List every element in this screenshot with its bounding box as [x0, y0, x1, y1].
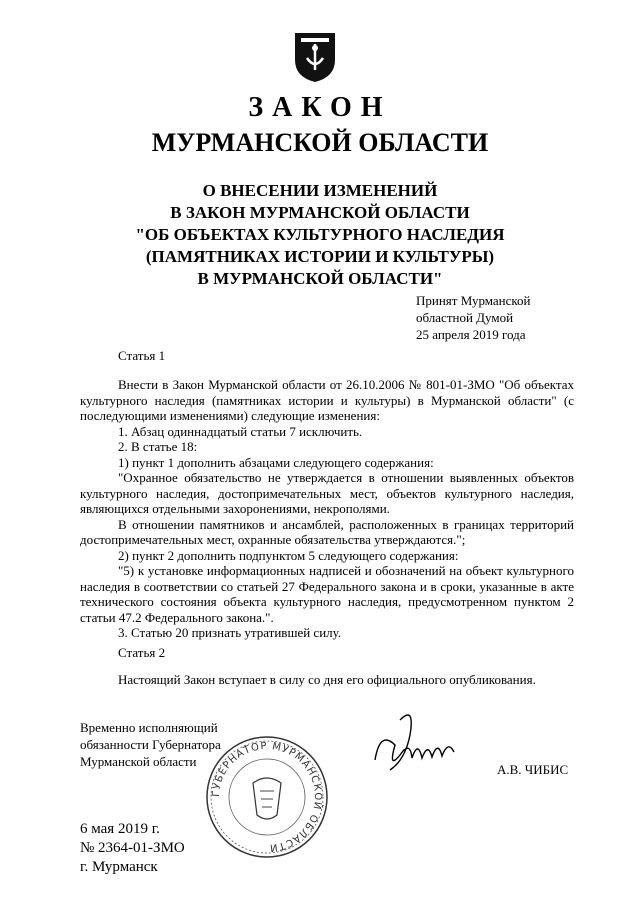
article-1-paragraph: Внести в Закон Мурманской области от 26.10.2006 № 801-01-ЗМО "Об объектах культурного наследия (памятниках истории и культуры) в Мурманской области" (с последующими изменениями) следующие изменения:: [80, 377, 574, 423]
svg-text:ГУБЕРНАТОР МУРМАНСКОЙ ОБЛАСТИ: [211, 741, 325, 853]
article-2-heading: Статья 2: [118, 645, 166, 660]
article-2-body: [80, 672, 574, 688]
signing-place: г. Мурманск: [80, 859, 158, 875]
article-1-paragraph: "Охранное обязательство не утверждается в отношении выявленных объектов культурного наследия, достопримечательных мест, объектов культурного наследия, являющихся отдельными захоронениями, некрополями.: [80, 470, 574, 516]
article-1-heading: Статья 1: [118, 348, 166, 363]
adoption-line: областной Думой: [416, 310, 514, 325]
document-number: № 2364-01-ЗМО: [80, 840, 185, 856]
coat-of-arms-emblem: [292, 30, 338, 84]
signer-name: А.В. ЧИБИС: [497, 762, 569, 777]
article-1-paragraph: "5) к установке информационных надписей и обозначений на объект культурного наследия в соответствии со статьей 27 Федерального закона и в сроки, указанные в акте технического состояния объекта культурного наследия, предусмотренном пунктом 2 статьи 47.2 Федерального закона.".: [80, 563, 574, 625]
article-1-paragraph: 2) пункт 2 дополнить подпунктом 5 следующего содержания:: [118, 547, 459, 563]
subtitle-line: В ЗАКОН МУРМАНСКОЙ ОБЛАСТИ: [170, 203, 470, 222]
subtitle-line: (ПАМЯТНИКАХ ИСТОРИИ И КУЛЬТУРЫ): [145, 247, 495, 266]
subtitle-line: "ОБ ОБЪЕКТАХ КУЛЬТУРНОГО НАСЛЕДИЯ: [135, 225, 505, 244]
document-footer: [80, 820, 185, 877]
handwritten-signature: [370, 700, 460, 780]
subtitle-line: О ВНЕСЕНИИ ИЗМЕНЕНИЙ: [202, 181, 438, 200]
adoption-line: Принят Мурманской: [416, 293, 531, 308]
signatory-line: Мурманской области: [80, 754, 197, 769]
adoption-note: [416, 292, 531, 343]
seal-ring-text: ГУБЕРНАТОР МУРМАНСКОЙ ОБЛАСТИ: [210, 740, 324, 854]
article-2-paragraph: Настоящий Закон вступает в силу со дня его официального опубликования.: [118, 672, 536, 687]
adoption-date: 25 апреля 2019 года: [416, 327, 526, 342]
article-1-paragraph: 3. Статью 20 признать утратившей силу.: [118, 625, 342, 640]
signatory-line: Временно исполняющий: [80, 720, 218, 735]
law-subtitle: [0, 180, 640, 290]
article-1-paragraph: 1. Абзац одиннадцатый статьи 7 исключить.: [118, 423, 363, 439]
article-1-paragraph: В отношении памятников и ансамблей, расположенных в границах территорий достопримечательных мест, охранные обязательства утверждаются.";: [80, 516, 574, 547]
subtitle-line: В МУРМАНСКОЙ ОБЛАСТИ": [197, 269, 443, 288]
signatory-title: [80, 719, 221, 770]
law-title: ЗАКОН: [248, 92, 392, 123]
signatory-line: обязанности Губернатора: [80, 737, 221, 752]
signing-date: 6 мая 2019 г.: [80, 821, 160, 837]
official-seal: [205, 735, 329, 859]
article-1-paragraph: 1) пункт 1 дополнить абзацами следующего содержания:: [118, 454, 434, 470]
article-1-body: [80, 377, 574, 641]
law-region-title: МУРМАНСКОЙ ОБЛАСТИ: [151, 128, 489, 157]
article-1-paragraph: 2. В статье 18:: [118, 439, 198, 454]
